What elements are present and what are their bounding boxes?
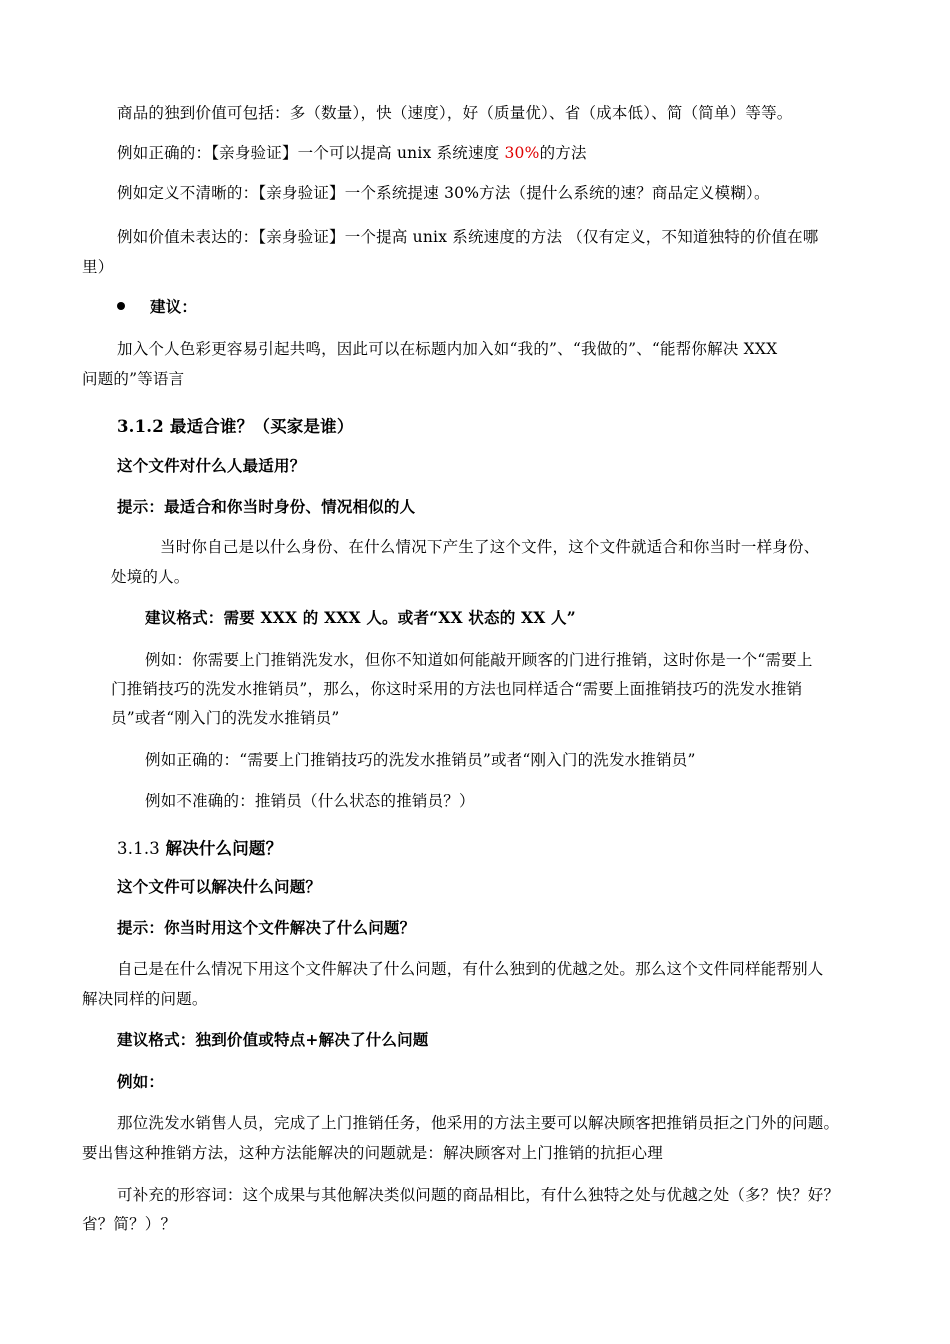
value-missing-paragraph-line2: 里） <box>82 258 114 276</box>
personal-color-paragraph-line2: 问题的”等语言 <box>82 370 185 388</box>
section-313-extra-line2: 省？简？）？ <box>82 1215 177 1233</box>
section-312-incorrect: 例如不准确的：推销员（什么状态的推销员？） <box>145 792 475 810</box>
highlight-percent: 30% <box>504 144 540 162</box>
section-313-example-label: 例如： <box>117 1072 165 1091</box>
value-missing-paragraph-line1: 例如价值未表达的：【亲身验证】一个提高 unix 系统速度的方法 （仅有定义，不知道独特的价值在哪 <box>117 228 819 246</box>
section-313-format: 建议格式：独到价值或特点+解决了什么问题 <box>117 1030 429 1049</box>
section-313-body-line2: 解决同样的问题。 <box>82 990 208 1008</box>
section-313-example-line2: 要出售这种推销方法，这种方法能解决的问题就是：解决顾客对上门推销的抗拒心理 <box>82 1144 663 1162</box>
section-313-body-line1: 自己是在什么情况下用这个文件解决了什么问题，有什么独到的优越之处。那么这个文件同样能帮别人 <box>117 960 824 978</box>
section-312-example-line3: 员”或者“刚入门的洗发水推销员” <box>111 709 340 727</box>
section-313-example-line1: 那位洗发水销售人员，完成了上门推销任务，他采用的方法主要可以解决顾客把推销员拒之门外的问题。 <box>117 1114 840 1132</box>
section-312-format: 建议格式：需要 XXX 的 XXX 人。或者“XX 状态的 XX 人” <box>145 608 576 627</box>
section-312-body-line1: 当时你自己是以什么身份、在什么情况下产生了这个文件，这个文件就适合和你当时一样身份、 <box>160 538 820 556</box>
section-312-example-line1: 例如：你需要上门推销洗发水，但你不知道如何能敲开顾客的门进行推销，这时你是一个“需要上 <box>145 651 813 669</box>
section-313-extra-line1: 可补充的形容词：这个成果与其他解决类似问题的商品相比，有什么独特之处与优越之处（多？快？好？ <box>117 1186 840 1204</box>
value-list-paragraph: 商品的独到价值可包括：多（数量），快（速度），好（质量优）、省（成本低）、简（简单）等等。 <box>117 104 793 122</box>
section-313-heading <box>117 838 282 860</box>
bullet-dot-icon <box>117 302 125 310</box>
section-313-number: 3.1.3 <box>117 839 166 858</box>
section-312-body-line2: 处境的人。 <box>111 568 190 586</box>
section-313-hint: 提示：你当时用这个文件解决了什么问题？ <box>117 918 416 937</box>
section-312-question: 这个文件对什么人最适用？ <box>117 456 306 475</box>
section-312-example-line2: 门推销技巧的洗发水推销员”，那么，你这时采用的方法也同样适合“需要上面推销技巧的洗发水推销 <box>111 680 803 698</box>
section-313-title: 解决什么问题？ <box>165 839 283 858</box>
correct-example-suffix: 的方法 <box>539 144 587 162</box>
unclear-example-paragraph: 例如定义不清晰的：【亲身验证】一个系统提速 30%方法（提什么系统的速？商品定义模糊）。 <box>117 184 770 202</box>
section-312-correct: 例如正确的：“需要上门推销技巧的洗发水推销员”或者“刚入门的洗发水推销员” <box>145 751 696 769</box>
personal-color-paragraph-line1: 加入个人色彩更容易引起共鸣，因此可以在标题内加入如“我的”、“我做的”、“能帮你解决 XXX <box>117 340 778 358</box>
correct-example-text: 例如正确的：【亲身验证】一个可以提高 unix 系统速度 <box>117 144 505 162</box>
section-313-question: 这个文件可以解决什么问题？ <box>117 877 322 896</box>
section-312-heading: 3.1.2 最适合谁？（买家是谁） <box>117 417 354 436</box>
suggestion-label: 建议： <box>150 297 198 316</box>
correct-example-paragraph <box>117 142 587 164</box>
section-312-hint: 提示：最适合和你当时身份、情况相似的人 <box>117 497 416 516</box>
